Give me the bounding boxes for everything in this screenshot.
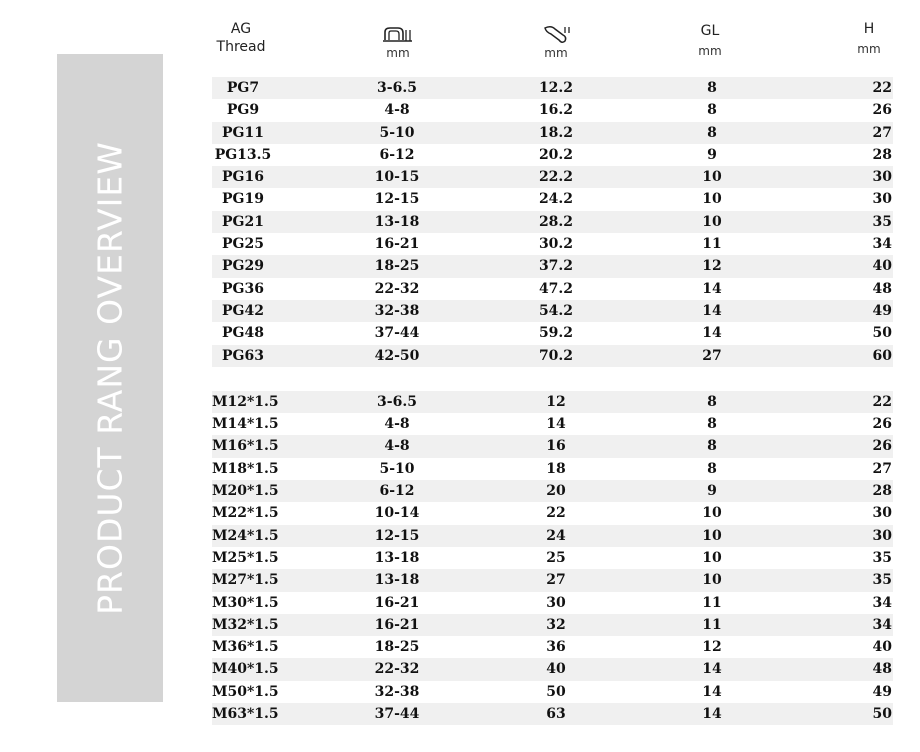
- cell-thread: M40*1.5: [212, 661, 279, 678]
- table-row: [212, 345, 893, 367]
- cell-wrench-size: 16.2: [538, 102, 574, 119]
- table-row: [212, 300, 893, 322]
- cell-wrench-size: 28.2: [538, 213, 574, 230]
- cell-clamping-range: 5-10: [379, 124, 415, 141]
- cell-wrench-size: 18: [546, 460, 566, 477]
- header-wrench-unit: mm: [544, 46, 568, 60]
- cell-thread: M63*1.5: [212, 706, 279, 723]
- cell-gl: 10: [702, 527, 722, 544]
- cell-clamping-range: 32-38: [374, 302, 420, 319]
- cell-thread: PG7: [226, 80, 260, 96]
- cell-gl: 8: [707, 80, 717, 96]
- cell-wrench-size: 12: [546, 393, 566, 410]
- cell-thread: M24*1.5: [212, 527, 279, 544]
- cable-clamp-icon: [382, 26, 414, 46]
- cell-clamping-range: 3-6.5: [377, 393, 417, 410]
- cell-h: 30: [872, 191, 892, 208]
- cell-clamping-range: 4-8: [384, 102, 410, 119]
- cell-thread: PG9: [226, 102, 260, 119]
- table-row: [212, 569, 893, 591]
- cell-thread: M22*1.5: [212, 505, 279, 522]
- cell-thread: PG21: [222, 213, 264, 230]
- cell-thread: PG29: [222, 258, 264, 275]
- cell-wrench-size: 22.2: [538, 169, 574, 186]
- cell-clamping-range: 3-6.5: [377, 80, 417, 96]
- table-row: [212, 435, 893, 457]
- table-row: [212, 703, 893, 725]
- cell-gl: 11: [702, 236, 722, 253]
- cell-wrench-size: 37.2: [538, 258, 574, 275]
- cell-gl: 14: [702, 302, 722, 319]
- cell-thread: M50*1.5: [212, 683, 279, 700]
- cell-thread: PG48: [222, 325, 264, 342]
- cell-h: 34: [872, 616, 892, 633]
- cell-h: 35: [872, 213, 892, 230]
- cell-wrench-size: 24.2: [538, 191, 574, 208]
- cell-gl: 10: [702, 169, 722, 186]
- cell-clamping-range: 13-18: [374, 572, 420, 589]
- cell-h: 27: [872, 124, 892, 141]
- cell-wrench-size: 18.2: [538, 124, 574, 141]
- table-row: [212, 547, 893, 569]
- cell-thread: PG13.5: [214, 146, 272, 163]
- section-gap: [212, 367, 893, 391]
- cell-clamping-range: 12-15: [374, 527, 420, 544]
- header-gl-unit: mm: [698, 44, 722, 58]
- cell-h: 30: [872, 527, 892, 544]
- table-row: [212, 144, 893, 166]
- table-row: [212, 502, 893, 524]
- cell-thread: PG19: [222, 191, 264, 208]
- cell-wrench-size: 59.2: [538, 325, 574, 342]
- table-row: [212, 99, 893, 121]
- cell-wrench-size: 30.2: [538, 236, 574, 253]
- table-row: [212, 233, 893, 255]
- cell-wrench-size: 27: [546, 572, 566, 589]
- cell-h: 35: [872, 572, 892, 589]
- pg-section: [212, 77, 893, 367]
- cell-thread: M20*1.5: [212, 483, 279, 500]
- cell-gl: 10: [702, 572, 722, 589]
- cell-wrench-size: 63: [546, 706, 566, 723]
- side-banner: [57, 54, 163, 702]
- cell-gl: 12: [702, 639, 722, 656]
- cell-wrench-size: 22: [546, 505, 566, 522]
- cell-wrench-size: 47.2: [538, 280, 574, 297]
- cell-gl: 14: [702, 683, 722, 700]
- m-section: [212, 391, 893, 725]
- cell-h: 49: [872, 683, 892, 700]
- table-row: [212, 278, 893, 300]
- cell-gl: 12: [702, 258, 722, 275]
- header-thread-line1: AG: [230, 21, 252, 37]
- side-title: PRODUCT RANG OVERVIEW: [90, 141, 130, 615]
- cell-gl: 14: [702, 325, 722, 342]
- cell-gl: 8: [707, 124, 717, 141]
- cell-clamping-range: 22-32: [374, 661, 420, 678]
- cell-thread: PG42: [222, 302, 264, 319]
- cell-wrench-size: 70.2: [538, 347, 574, 364]
- cell-wrench-size: 54.2: [538, 302, 574, 319]
- product-table: [212, 77, 893, 725]
- cell-h: 49: [872, 302, 892, 319]
- cell-h: 27: [872, 460, 892, 477]
- cell-clamping-range: 13-18: [374, 549, 420, 566]
- cell-gl: 8: [707, 416, 717, 433]
- cell-h: 34: [872, 236, 892, 253]
- cell-h: 28: [872, 146, 892, 163]
- cell-clamping-range: 13-18: [374, 213, 420, 230]
- header-clamping-unit: mm: [386, 46, 410, 60]
- cell-clamping-range: 16-21: [374, 594, 420, 611]
- cell-thread: PG63: [222, 347, 264, 364]
- table-row: [212, 322, 893, 344]
- cell-clamping-range: 4-8: [384, 438, 410, 455]
- table-row: [212, 658, 893, 680]
- cell-thread: PG11: [222, 124, 264, 141]
- cell-h: 40: [872, 258, 892, 275]
- cell-thread: PG16: [222, 169, 264, 186]
- cell-clamping-range: 10-15: [374, 169, 420, 186]
- header-h: [846, 20, 892, 56]
- cell-thread: M16*1.5: [212, 438, 279, 455]
- cell-h: 48: [872, 280, 892, 297]
- cell-gl: 10: [702, 505, 722, 522]
- cell-thread: M36*1.5: [212, 639, 279, 656]
- table-row: [212, 480, 893, 502]
- cell-h: 22: [872, 80, 892, 96]
- cell-thread: M14*1.5: [212, 416, 279, 433]
- cell-h: 30: [872, 169, 892, 186]
- cell-gl: 8: [707, 460, 717, 477]
- header-h-unit: mm: [857, 42, 881, 56]
- cell-gl: 8: [707, 438, 717, 455]
- cell-wrench-size: 36: [546, 639, 566, 656]
- cell-wrench-size: 20.2: [538, 146, 574, 163]
- cell-thread: M18*1.5: [212, 460, 279, 477]
- cell-thread: M30*1.5: [212, 594, 279, 611]
- header-thread: [210, 20, 272, 56]
- table-row: [212, 458, 893, 480]
- cell-clamping-range: 16-21: [374, 236, 420, 253]
- cell-clamping-range: 18-25: [374, 258, 420, 275]
- cell-gl: 10: [702, 213, 722, 230]
- cell-thread: M27*1.5: [212, 572, 279, 589]
- cell-wrench-size: 25: [546, 549, 566, 566]
- cell-clamping-range: 5-10: [379, 460, 415, 477]
- cell-thread: M12*1.5: [212, 393, 279, 410]
- table-row: [212, 122, 893, 144]
- cell-clamping-range: 37-44: [374, 706, 420, 723]
- cell-h: 50: [872, 706, 892, 723]
- table-row: [212, 391, 893, 413]
- cell-h: 22: [872, 393, 892, 410]
- cell-h: 48: [872, 661, 892, 678]
- header-gl-label: GL: [700, 23, 720, 39]
- cell-gl: 8: [707, 393, 717, 410]
- cell-gl: 10: [702, 549, 722, 566]
- cell-wrench-size: 50: [546, 683, 566, 700]
- cell-clamping-range: 22-32: [374, 280, 420, 297]
- cell-clamping-range: 10-14: [374, 505, 420, 522]
- cell-h: 26: [872, 438, 892, 455]
- cell-h: 30: [872, 505, 892, 522]
- cell-wrench-size: 16: [546, 438, 566, 455]
- table-row: [212, 211, 893, 233]
- cell-h: 34: [872, 594, 892, 611]
- cell-clamping-range: 16-21: [374, 616, 420, 633]
- cell-gl: 9: [707, 146, 717, 163]
- table-row: [212, 525, 893, 547]
- header-thread-line2: Thread: [216, 39, 266, 55]
- cell-gl: 14: [702, 706, 722, 723]
- table-row: [212, 188, 893, 210]
- cell-clamping-range: 42-50: [374, 347, 420, 364]
- cell-h: 26: [872, 102, 892, 119]
- header-gl: [672, 22, 748, 58]
- cell-thread: M25*1.5: [212, 549, 279, 566]
- table-row: [212, 77, 893, 99]
- table-row: [212, 166, 893, 188]
- cell-h: 26: [872, 416, 892, 433]
- cell-clamping-range: 12-15: [374, 191, 420, 208]
- cell-wrench-size: 40: [546, 661, 566, 678]
- cell-h: 60: [872, 347, 892, 364]
- cell-wrench-size: 20: [546, 483, 566, 500]
- cell-h: 28: [872, 483, 892, 500]
- cell-wrench-size: 14: [546, 416, 566, 433]
- wrench-size-icon: [541, 24, 571, 46]
- cell-gl: 8: [707, 102, 717, 119]
- table-row: [212, 614, 893, 636]
- cell-gl: 14: [702, 661, 722, 678]
- cell-clamping-range: 32-38: [374, 683, 420, 700]
- cell-wrench-size: 12.2: [538, 80, 574, 96]
- cell-wrench-size: 32: [546, 616, 566, 633]
- cell-gl: 9: [707, 483, 717, 500]
- cell-gl: 11: [702, 616, 722, 633]
- cell-clamping-range: 37-44: [374, 325, 420, 342]
- header-clamping: [360, 26, 436, 60]
- cell-wrench-size: 24: [546, 527, 566, 544]
- cell-gl: 14: [702, 280, 722, 297]
- cell-gl: 11: [702, 594, 722, 611]
- cell-wrench-size: 30: [546, 594, 566, 611]
- header-wrench: [518, 24, 594, 60]
- header-h-label: H: [863, 21, 875, 37]
- table-row: [212, 636, 893, 658]
- cell-h: 40: [872, 639, 892, 656]
- cell-gl: 27: [702, 347, 722, 364]
- cell-gl: 10: [702, 191, 722, 208]
- table-row: [212, 255, 893, 277]
- table-row: [212, 413, 893, 435]
- cell-clamping-range: 6-12: [379, 483, 415, 500]
- table-row: [212, 681, 893, 703]
- cell-thread: M32*1.5: [212, 616, 279, 633]
- cell-thread: PG36: [222, 280, 264, 297]
- cell-clamping-range: 18-25: [374, 639, 420, 656]
- cell-thread: PG25: [222, 236, 264, 253]
- cell-h: 50: [872, 325, 892, 342]
- cell-h: 35: [872, 549, 892, 566]
- cell-clamping-range: 4-8: [384, 416, 410, 433]
- table-row: [212, 592, 893, 614]
- cell-clamping-range: 6-12: [379, 146, 415, 163]
